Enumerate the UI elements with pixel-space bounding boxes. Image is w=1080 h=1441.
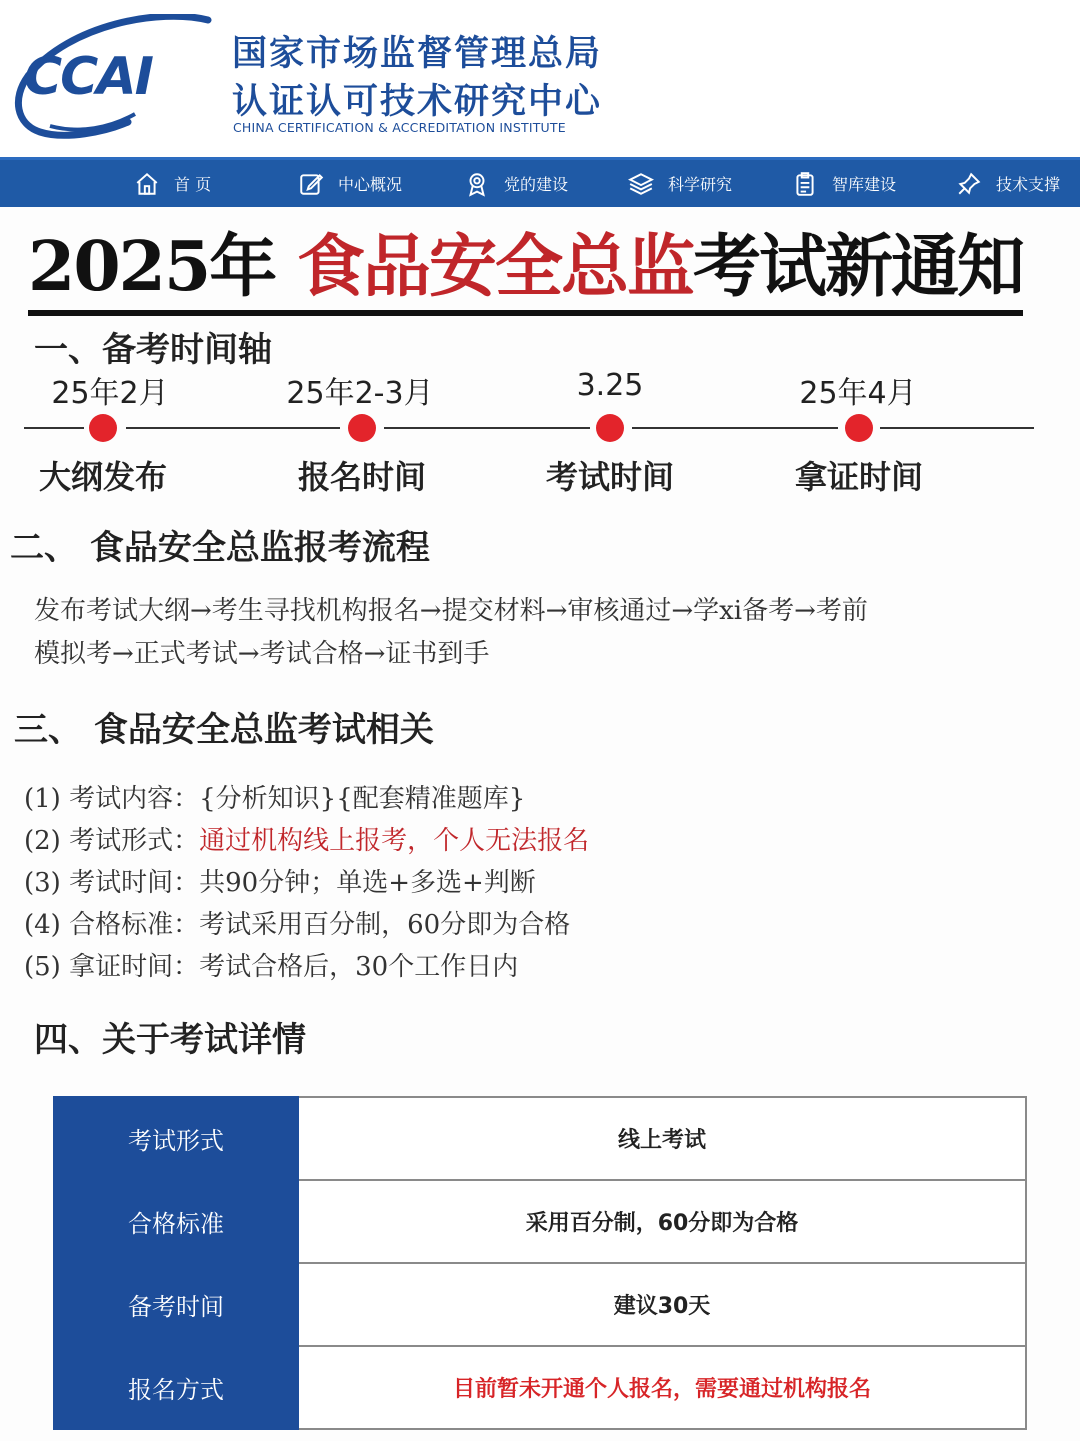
table-row	[54, 1180, 1026, 1263]
timeline-label: 报名时间	[297, 458, 426, 496]
timeline-line	[632, 427, 838, 429]
pin-icon	[956, 171, 982, 197]
main-nav	[0, 157, 1080, 207]
exam-info-value: 通过机构线上报考，个人无法报名	[199, 826, 590, 856]
exam-info-item	[24, 862, 536, 899]
table-key: 合格标准	[54, 1180, 298, 1263]
badge-icon	[464, 171, 490, 197]
title-year: 2025年	[28, 227, 297, 307]
timeline-date: 25年2-3月	[286, 376, 434, 411]
table-value: 建议30天	[298, 1263, 1026, 1346]
timeline-label: 考试时间	[545, 458, 674, 496]
nav-item-label: 中心概况	[338, 175, 403, 194]
nav-item-home[interactable]	[134, 160, 211, 207]
table-row	[54, 1097, 1026, 1180]
exam-details-table	[53, 1096, 1027, 1430]
section-4-heading: 四、关于考试详情	[34, 1020, 306, 1060]
layers-icon	[628, 171, 654, 197]
org-name-english: CHINA CERTIFICATION & ACCREDITATION INSTITUTE	[233, 120, 566, 135]
table-row	[54, 1263, 1026, 1346]
table-key: 备考时间	[54, 1263, 298, 1346]
nav-item-label: 科学研究	[668, 175, 733, 194]
process-line-2: 模拟考→正式考试→考试合格→证书到手	[34, 639, 490, 669]
edit-icon	[298, 171, 324, 197]
timeline-label: 拿证时间	[794, 458, 923, 496]
section-2-heading: 二、 食品安全总监报考流程	[10, 528, 430, 568]
exam-info-label: (2) 考试形式：	[24, 826, 200, 856]
nav-item-label: 技术支撑	[996, 175, 1061, 194]
nav-item-thinktank[interactable]	[792, 160, 896, 207]
org-name-line1: 国家市场监督管理总局	[232, 34, 603, 74]
title-highlight: 食品安全总监	[296, 227, 693, 307]
exam-info-item	[24, 778, 525, 815]
timeline-dot	[89, 414, 117, 442]
nav-item-label: 党的建设	[504, 175, 569, 194]
section-3-heading: 三、 食品安全总监考试相关	[14, 710, 434, 750]
timeline-label: 大纲发布	[38, 458, 167, 496]
exam-info-label: (5) 拿证时间：	[24, 952, 200, 982]
logo-text: CCAI	[24, 47, 152, 107]
nav-item-about[interactable]	[298, 160, 402, 207]
org-name-line2: 认证认可技术研究中心	[232, 82, 603, 122]
exam-info-label: (1) 考试内容：	[24, 784, 200, 814]
process-line-1: 发布考试大纲→考生寻找机构报名→提交材料→审核通过→学xi备考→考前	[34, 596, 868, 626]
page-title	[28, 224, 1023, 316]
timeline-line	[126, 427, 340, 429]
nav-item-label: 智库建设	[832, 175, 897, 194]
exam-info-item	[24, 946, 518, 983]
timeline-date: 3.25	[576, 368, 644, 403]
timeline-dot	[348, 414, 376, 442]
timeline-line	[880, 427, 1034, 429]
exam-info-value: {分析知识}{配套精准题库}	[199, 784, 526, 814]
timeline-date: 25年4月	[799, 376, 917, 411]
exam-info-value: 共90分钟；单选+多选+判断	[199, 868, 536, 898]
title-rest: 考试新通知	[692, 227, 1023, 307]
exam-info-item	[24, 820, 589, 857]
home-icon	[134, 171, 160, 197]
exam-info-value: 考试合格后，30个工作日内	[199, 952, 519, 982]
nav-item-research[interactable]	[628, 160, 732, 207]
timeline-dot	[845, 414, 873, 442]
nav-item-party[interactable]	[464, 160, 568, 207]
section-1-heading: 一、备考时间轴	[34, 330, 272, 370]
timeline-date: 25年2月	[51, 376, 169, 411]
table-value: 线上考试	[298, 1097, 1026, 1180]
exam-info-item	[24, 904, 570, 941]
ccai-logo[interactable]	[10, 14, 215, 142]
timeline-dot	[596, 414, 624, 442]
table-value: 目前暂未开通个人报名，需要通过机构报名	[298, 1346, 1026, 1429]
table-key: 考试形式	[54, 1097, 298, 1180]
clipboard-icon	[792, 171, 818, 197]
site-header	[0, 0, 1080, 157]
nav-item-label: 首 页	[174, 175, 212, 194]
timeline-line	[24, 427, 84, 429]
table-row	[54, 1346, 1026, 1429]
exam-info-label: (4) 合格标准：	[24, 910, 200, 940]
exam-info-label: (3) 考试时间：	[24, 868, 200, 898]
exam-info-value: 考试采用百分制，60分即为合格	[199, 910, 571, 940]
nav-item-support[interactable]	[956, 160, 1060, 207]
table-value: 采用百分制，60分即为合格	[298, 1180, 1026, 1263]
timeline-line	[384, 427, 590, 429]
table-key: 报名方式	[54, 1346, 298, 1429]
